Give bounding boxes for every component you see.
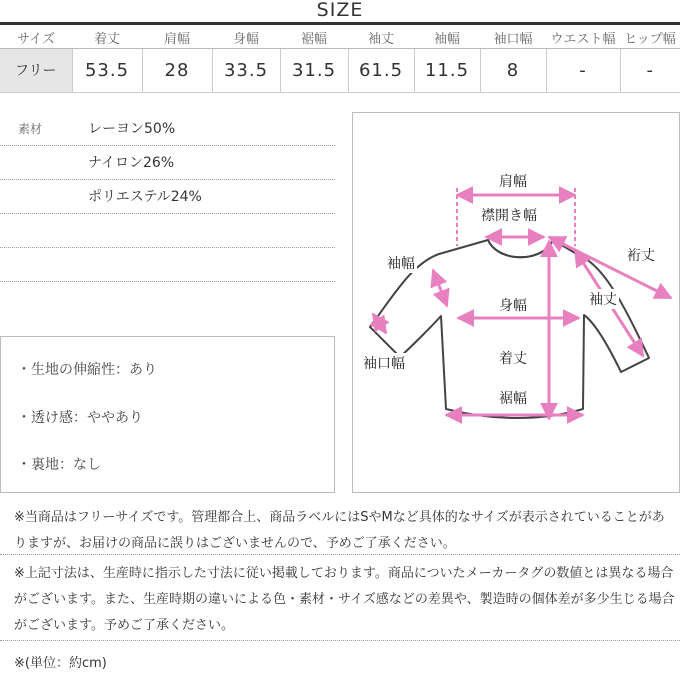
material-value: ナイロン26%	[88, 155, 175, 171]
label-raglan: 裄丈	[625, 245, 657, 265]
cell-sleeve-width: 11.5	[414, 48, 480, 92]
label-cuff-width: 袖口幅	[361, 353, 407, 373]
header-shoulder: 肩幅	[142, 28, 212, 48]
label-sleeve-width: 袖幅	[385, 253, 417, 273]
page-title: SIZE	[316, 0, 364, 21]
note-free-size: ※当商品はフリーサイズです。管理都合上、商品ラベルにはSやMなど具体的なサイズが表示されていることがありますが、お届けの商品に誤りはございませんので、予めご了承ください。	[14, 510, 665, 551]
material-label: 素材	[18, 122, 43, 136]
material-row	[0, 248, 335, 282]
property-stretch: ・生地の伸縮性：あり	[17, 362, 157, 378]
material-value: ポリエステル24%	[88, 189, 202, 205]
material-value: レーヨン50%	[88, 121, 176, 137]
neckline	[488, 240, 553, 257]
cell-sleeve-length: 61.5	[348, 48, 414, 92]
cuff-arrow	[373, 314, 386, 333]
divider	[0, 640, 680, 641]
title-rule	[0, 22, 680, 25]
header-body-width: 身幅	[212, 28, 280, 48]
label-sleeve-length: 袖丈	[587, 289, 619, 309]
header-hem-width: 裾幅	[280, 28, 348, 48]
label-hem-width: 裾幅	[497, 388, 529, 408]
header-size: サイズ	[0, 28, 72, 48]
materials-list	[0, 112, 335, 282]
material-row	[0, 112, 335, 146]
sleeve-width-arrow	[433, 270, 447, 306]
header-length: 着丈	[72, 28, 142, 48]
header-sleeve-length: 袖丈	[348, 28, 414, 48]
fabric-properties	[0, 336, 335, 493]
cell-shoulder: 28	[142, 48, 212, 92]
label-body-width: 身幅	[497, 295, 529, 315]
cell-hem-width: 31.5	[280, 48, 348, 92]
header-waist-width: ウエスト幅	[546, 28, 620, 48]
cell-waist-width: -	[546, 48, 620, 92]
material-row	[0, 146, 335, 180]
label-length: 着丈	[497, 348, 529, 368]
label-shoulder: 肩幅	[497, 171, 529, 191]
header-hip-width: ヒップ幅	[620, 28, 680, 48]
unit-note: ※(単位：約cm)	[14, 656, 107, 671]
divider	[0, 554, 680, 555]
property-lining: ・裏地：なし	[17, 457, 101, 473]
material-row	[0, 214, 335, 248]
cell-cuff-width: 8	[480, 48, 546, 92]
label-neck-opening: 襟開き幅	[479, 205, 539, 225]
cell-length: 53.5	[72, 48, 142, 92]
note-measurements: ※上記寸法は、生産時に指示した寸法に従い掲載しております。商品についたメーカータグの数値とは異なる場合がございます。また、生産時期の違いによる色・素材・サイズ感などの差異や、製造時の個体差が多少生じる場合がございます。予めご了承ください。	[14, 566, 675, 633]
size-table-header-row	[0, 28, 680, 48]
size-table	[0, 28, 680, 93]
material-row	[0, 180, 335, 214]
cell-body-width: 33.5	[212, 48, 280, 92]
cell-hip-width: -	[620, 48, 680, 92]
header-cuff-width: 袖口幅	[480, 28, 546, 48]
row-size-label: フリー	[0, 48, 72, 92]
measurement-diagram	[352, 112, 680, 493]
property-sheerness: ・透け感：ややあり	[17, 410, 143, 426]
table-row	[0, 48, 680, 92]
header-sleeve-width: 袖幅	[414, 28, 480, 48]
